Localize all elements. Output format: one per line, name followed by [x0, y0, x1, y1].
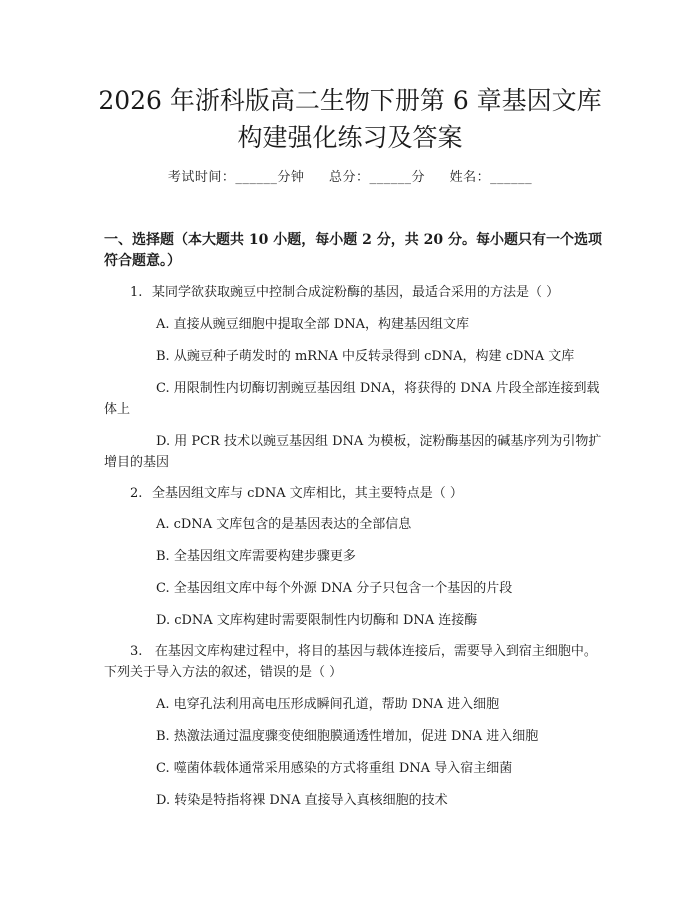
question-1-text: 某同学欲获取豌豆中控制合成淀粉酶的基因，最适合采用的方法是（ ） [152, 285, 560, 300]
question-1-number: 1. [130, 285, 143, 300]
question-3-option-c: C. 噬菌体载体通常采用感染的方式将重组 DNA 导入宿主细菌 [156, 761, 513, 776]
question-1-stem [104, 282, 604, 303]
exam-score-field: 总分：______分 [328, 170, 425, 185]
question-3-stem [104, 641, 604, 683]
question-1-option-c: C. 用限制性内切酶切割豌豆基因组 DNA，将获得的 DNA 片段全部连接到载体上 [104, 381, 600, 417]
question-2-option-c: C. 全基因组文库中每个外源 DNA 分子只包含一个基因的片段 [156, 581, 513, 596]
document-title-line-1: 2026 年浙科版高二生物下册第 6 章基因文库 [98, 86, 602, 115]
question-3-text: 在基因文库构建过程中，将目的基因与载体连接后，需要导入到宿主细胞中。下列关于导入方法的叙述，错误的是（ ） [104, 644, 597, 680]
question-3-option-b: B. 热激法通过温度骤变使细胞膜通透性增加，促进 DNA 进入细胞 [156, 729, 539, 744]
question-1-option-b: B. 从豌豆种子萌发时的 mRNA 中反转录得到 cDNA，构建 cDNA 文库 [156, 349, 575, 364]
question-2-stem [104, 483, 604, 504]
question-1-option-d: D. 用 PCR 技术以豌豆基因组 DNA 为模板，淀粉酶基因的碱基序列为引物扩增目的基因 [104, 434, 602, 470]
exam-info [0, 168, 700, 188]
section-1-heading: 一、选择题（本大题共 10 小题，每小题 2 分，共 20 分。每小题只有一个选项符合题意。） [104, 232, 602, 269]
document-title-line-2: 构建强化练习及答案 [237, 123, 463, 152]
question-2-option-b: B. 全基因组文库需要构建步骤更多 [156, 549, 356, 564]
exam-time-field: 考试时间：______分钟 [167, 170, 305, 185]
question-1-option-a: A. 直接从豌豆细胞中提取全部 DNA，构建基因组文库 [156, 317, 469, 332]
exam-name-field: 姓名：______ [449, 170, 533, 185]
question-3-number: 3. [130, 644, 143, 659]
question-2-option-a: A. cDNA 文库包含的是基因表达的全部信息 [156, 517, 412, 532]
question-2-option-d: D. cDNA 文库构建时需要限制性内切酶和 DNA 连接酶 [156, 613, 478, 628]
question-2-number: 2. [130, 486, 143, 501]
question-2-text: 全基因组文库与 cDNA 文库相比，其主要特点是（ ） [152, 486, 463, 501]
question-3-option-a: A. 电穿孔法利用高电压形成瞬间孔道，帮助 DNA 进入细胞 [156, 697, 500, 712]
question-3-option-d: D. 转染是特指将裸 DNA 直接导入真核细胞的技术 [156, 793, 448, 808]
